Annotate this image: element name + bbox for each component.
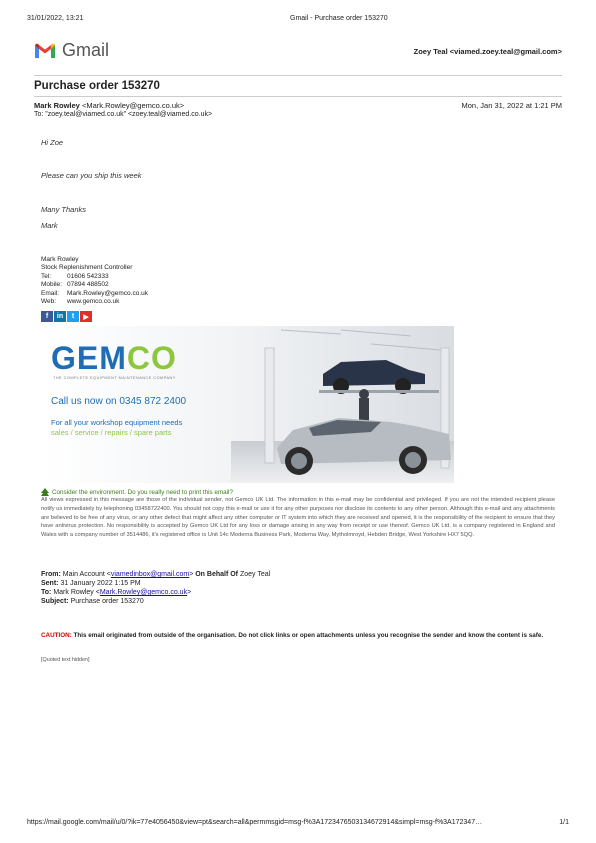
gmail-wordmark: Gmail [62, 40, 110, 60]
recipient-line: To: "zoey.teal@viamed.co.uk" <zoey.teal@viamed.co.uk> [34, 111, 213, 118]
fwd-to-name: Mark Rowley [53, 589, 94, 596]
social-links [41, 311, 92, 322]
gemco-call: Call us now on 0345 872 2400 [51, 396, 187, 407]
signature [41, 256, 148, 306]
fwd-subject-label: Subject: [41, 598, 69, 605]
body-name: Mark [41, 221, 58, 230]
caution-label: CAUTION: [41, 632, 72, 639]
fwd-to-email[interactable]: Mark.Rowley@gemco.co.uk [99, 589, 188, 596]
sig-web: www.gemco.co.uk [67, 298, 120, 306]
sender [34, 101, 184, 110]
sender-email: <Mark.Rowley@gemco.co.uk> [81, 101, 185, 110]
fwd-on-behalf: On Behalf Of [195, 571, 239, 578]
forwarded-header: From: Main Account <viamedinbox@gmail.com> On Behalf Of Zoey Teal Sent: 31 January 2022 1:15 PM To: Mark Rowley <Mark.Rowley@gemco.co.uk> Subject: Purchase order 153270 [41, 571, 271, 605]
fwd-sent-label: Sent: [41, 580, 59, 587]
divider [34, 75, 562, 76]
sig-role: Stock Replenishment Controller [41, 264, 133, 272]
gemco-for-all: For all your workshop equipment needs [51, 418, 183, 427]
divider [34, 96, 562, 97]
email-subject: Purchase order 153270 [34, 80, 160, 92]
fwd-from-name: Main Account [62, 571, 105, 578]
fwd-on-behalf-name: Zoey Teal [239, 571, 271, 578]
twitter-icon[interactable]: t [67, 311, 79, 322]
fwd-from-email[interactable]: viamedinbox@gmail.com [110, 571, 190, 578]
body-closing: Many Thanks [41, 205, 87, 214]
email-date: Mon, Jan 31, 2022 at 1:21 PM [461, 101, 562, 110]
disclaimer: All views expressed in this message are those of the individual sender, not Gemco UK Ltd. The information in this e-mail may be confidential and privileged. If you are not the intended recipient please notify us immediately by telephoning 03458722400. You should not copy this e-mail or use it for any other purposes nor disclose its contents to any other person. Although this e-mail and any attachments are believed to be free of any virus, or any other defect that might affect any other computer or IT system into which they are received and opened, it is the responsibility of the recipient to ensure that they have antivirus protection. No responsibility is accepted by Gemco UK Ltd for any loss or damage arising in any way from receipt or use thereof. Gemco UK Ltd. is a company registered in England and Wales with a company number of 3514486, it's registered office is Unit 14c Moderna Business Park, Moderna Way, Mytholmroyd, Hebden Bridge, West Yorkshire HX7 5QQ. [41, 497, 555, 539]
youtube-icon[interactable]: ▶ [80, 311, 92, 322]
body-greeting: Hi Zoe [41, 138, 64, 147]
gmail-logo-icon [34, 42, 56, 59]
caution-text: This email originated from outside of the organisation. Do not click links or open attachments unless you recognise the sender and know the content is safe. [73, 632, 544, 639]
sender-name: Mark Rowley [34, 101, 80, 110]
fwd-from-label: From: [41, 571, 61, 578]
sig-mobile: 07894 488502 [67, 281, 109, 289]
print-page: 1/1 [559, 819, 569, 826]
print-title: Gmail - Purchase order 153270 [290, 15, 388, 22]
body-line: Please can you ship this week [41, 171, 142, 180]
sig-tel: 01606 542333 [67, 272, 109, 280]
sig-mobile-label: Mobile: [41, 281, 62, 289]
sig-web-label: Web: [41, 298, 57, 306]
print-datetime: 31/01/2022, 13:21 [27, 15, 84, 22]
caution-notice [41, 631, 556, 640]
fwd-to-label: To: [41, 589, 52, 596]
sig-name: Mark Rowley [41, 256, 79, 263]
fwd-subject: Purchase order 153270 [70, 598, 144, 605]
sig-email: Mark.Rowley@gemco.co.uk [67, 289, 149, 297]
facebook-icon[interactable]: f [41, 311, 53, 322]
sig-tel-label: Tel: [41, 272, 52, 280]
linkedin-icon[interactable]: in [54, 311, 66, 322]
sig-email-label: Email: [41, 289, 60, 297]
environment-text: Consider the environment. Do you really need to print this email? [52, 489, 233, 496]
quoted-text-toggle[interactable]: [Quoted text hidden] [41, 657, 90, 663]
gemco-services: sales / service / repairs / spare parts [51, 428, 172, 437]
gemco-logo: GEMCO [51, 340, 177, 376]
gemco-banner[interactable] [41, 326, 454, 483]
account-label: Zoey Teal <viamed.zoey.teal@gmail.com> [413, 47, 562, 56]
fwd-sent: 31 January 2022 1:15 PM [60, 580, 141, 587]
gemco-tagline: THE COMPLETE EQUIPMENT MAINTENANCE COMPANY [53, 376, 176, 380]
print-url: https://mail.google.com/mail/u/0/?ik=77e4056450&view=pt&search=all&permmsgid=msg-f%3A1723476503134672914&simpl=msg-f%3A172347… [27, 819, 483, 826]
